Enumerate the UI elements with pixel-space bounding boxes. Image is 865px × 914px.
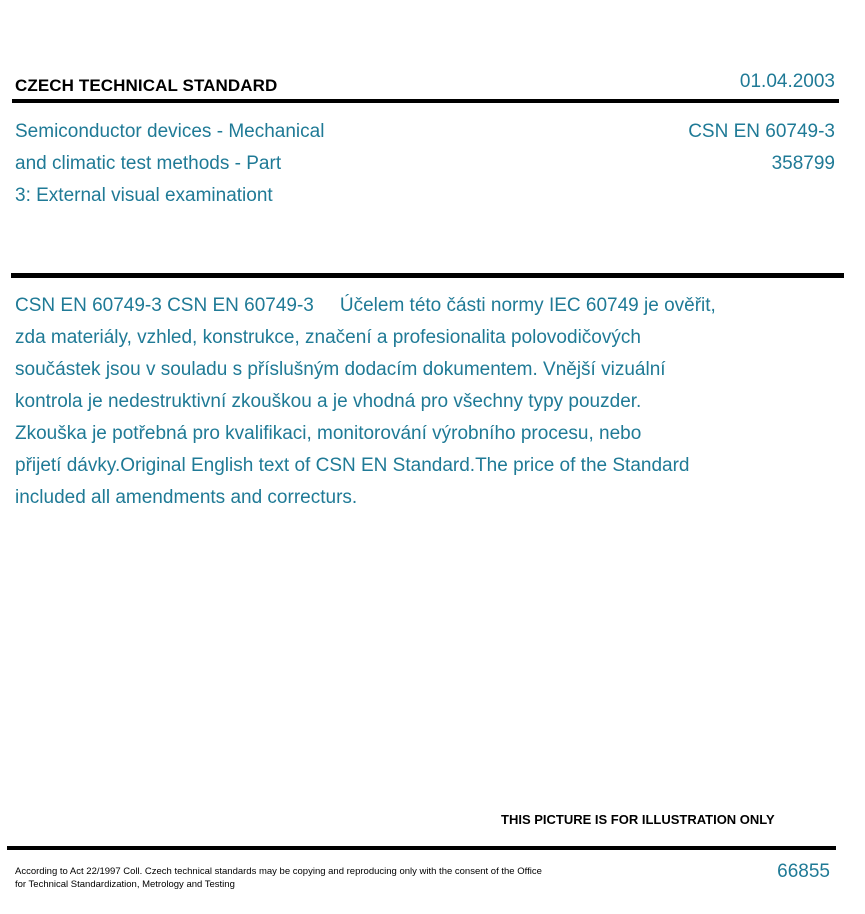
document-number: 66855 (777, 861, 830, 882)
description-reference: CSN EN 60749-3 CSN EN 60749-3 (15, 295, 314, 316)
legal-notice (15, 865, 595, 891)
header-divider (12, 99, 839, 103)
standard-title-line: 3: External visual examinationt (15, 185, 273, 206)
description-line: součástek jsou v souladu s příslušným dodacím dokumentem. Vnější vizuální (15, 359, 666, 380)
footer-divider (7, 846, 836, 850)
description-line: přijetí dávky.Original English text of CSN EN Standard.The price of the Standard (15, 455, 690, 476)
illustration-note: THIS PICTURE IS FOR ILLUSTRATION ONLY (501, 812, 775, 827)
standard-identifiers (688, 116, 835, 180)
document-type-heading: CZECH TECHNICAL STANDARD (15, 76, 278, 95)
description-line: zda materiály, vzhled, konstrukce, značení a profesionalita polovodičových (15, 327, 641, 348)
description-line (15, 290, 825, 322)
standard-title-line: Semiconductor devices - Mechanical (15, 121, 325, 142)
legal-line: for Technical Standardization, Metrology and Testing (15, 879, 235, 890)
description-text: Účelem této části normy IEC 60749 je ověřit, (339, 295, 716, 316)
section-divider (11, 273, 844, 278)
standard-description (15, 290, 825, 514)
standard-code: CSN EN 60749-3 (688, 121, 835, 142)
standard-title-line: and climatic test methods - Part (15, 153, 282, 174)
description-line: included all amendments and correcturs. (15, 487, 358, 508)
legal-line: According to Act 22/1997 Coll. Czech technical standards may be copying and reproducing only with the consent of the Office (15, 866, 542, 877)
description-line: kontrola je nedestruktivní zkouškou a je vhodná pro všechny typy pouzder. (15, 391, 642, 412)
class-number: 358799 (771, 153, 835, 174)
publication-date: 01.04.2003 (739, 71, 835, 92)
description-line: Zkouška je potřebná pro kvalifikaci, monitorování výrobního procesu, nebo (15, 423, 642, 444)
standard-title (15, 116, 415, 212)
